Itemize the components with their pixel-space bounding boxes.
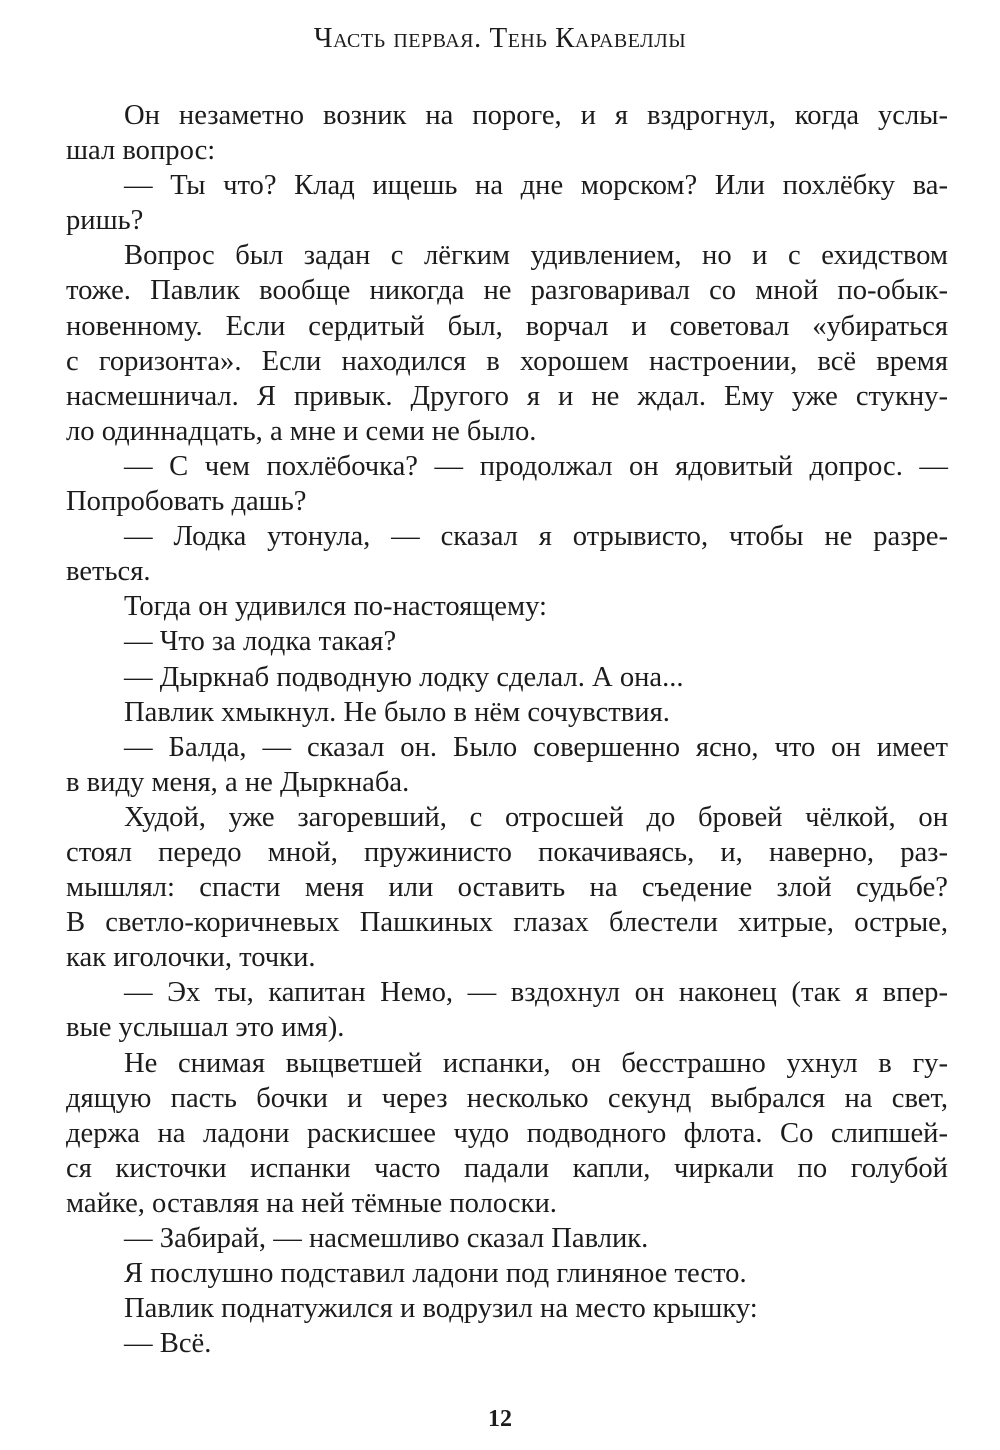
text-line: Павлик хмыкнул. Не было в нём сочувствия. bbox=[124, 696, 670, 728]
text-line: Попробовать дашь? bbox=[66, 486, 307, 518]
text-line: веться. bbox=[66, 556, 151, 588]
page-number: 12 bbox=[488, 1406, 512, 1432]
text-line: — Дыркнаб подводную лодку сделал. А она... bbox=[124, 661, 684, 693]
text-line: вые услышал это имя). bbox=[66, 1012, 345, 1044]
text-line: Худой, уже загоревший, с отросшей до бровей чёлкой, он bbox=[124, 801, 948, 833]
text-line: Я послушно подставил ладони под глиняное тесто. bbox=[124, 1258, 747, 1290]
body-text bbox=[66, 98, 948, 1361]
text-line: в виду меня, а не Дыркнаба. bbox=[66, 766, 410, 798]
text-line: — Лодка утонула, — сказал я отрывисто, чтобы не разре- bbox=[124, 521, 948, 553]
text-line: ло одиннадцать, а мне и семи не было. bbox=[66, 415, 537, 447]
text-line: ришь? bbox=[66, 205, 144, 237]
text-line: шал вопрос: bbox=[66, 135, 216, 167]
text-line: — Что за лодка такая? bbox=[124, 626, 397, 658]
text-line: — С чем похлёбочка? — продолжал он ядовитый допрос. — bbox=[124, 450, 948, 482]
text-line: мышлял: спасти меня или оставить на съедение злой судьбе? bbox=[66, 872, 948, 904]
text-line: дящую пасть бочки и через несколько секунд выбрался на свет, bbox=[66, 1082, 948, 1114]
text-line: новенному. Если сердитый был, ворчал и советовал «убираться bbox=[66, 310, 948, 342]
text-line: — Ты что? Клад ищешь на дне морском? Или похлёбку ва- bbox=[124, 170, 948, 202]
text-line: Он незаметно возник на пороге, и я вздрогнул, когда услы- bbox=[124, 100, 948, 131]
text-line: как иголочки, точки. bbox=[66, 942, 316, 974]
text-line: стоял передо мной, пружинисто покачиваясь, и, наверно, раз- bbox=[66, 836, 948, 868]
text-line: Вопрос был задан с лёгким удивлением, но и с ехидством bbox=[124, 240, 948, 272]
text-line: с горизонта». Если находился в хорошем настроении, всё время bbox=[66, 345, 948, 377]
text-line: Тогда он удивился по-настоящему: bbox=[124, 591, 547, 623]
text-line: — Всё. bbox=[124, 1328, 212, 1360]
text-line: тоже. Павлик вообще никогда не разговаривал со мной по-обык- bbox=[66, 275, 948, 307]
text-line: Павлик поднатужился и водрузил на место крышку: bbox=[124, 1293, 758, 1325]
text-line: — Эх ты, капитан Немо, — вздохнул он наконец (так я впер- bbox=[124, 977, 948, 1009]
text-line: ся кисточки испанки часто падали капли, чиркали по голубой bbox=[66, 1152, 948, 1184]
text-line: — Балда, — сказал он. Было совершенно ясно, что он имеет bbox=[124, 731, 948, 763]
text-line: В светло-коричневых Пашкиных глазах блестели хитрые, острые, bbox=[66, 907, 948, 939]
text-line: насмешничал. Я привык. Другого я и не ждал. Ему уже стукну- bbox=[66, 380, 948, 412]
running-head: Часть первая. Тень Каравеллы bbox=[313, 22, 687, 54]
text-line: — Забирай, — насмешливо сказал Павлик. bbox=[124, 1223, 649, 1254]
text-line: майке, оставляя на ней тёмные полоски. bbox=[66, 1187, 557, 1219]
text-line: держа на ладони раскисшее чудо подводного флота. Со слипшей- bbox=[66, 1117, 948, 1149]
text-line: Не снимая выцветшей испанки, он бесстрашно ухнул в гу- bbox=[124, 1047, 948, 1079]
